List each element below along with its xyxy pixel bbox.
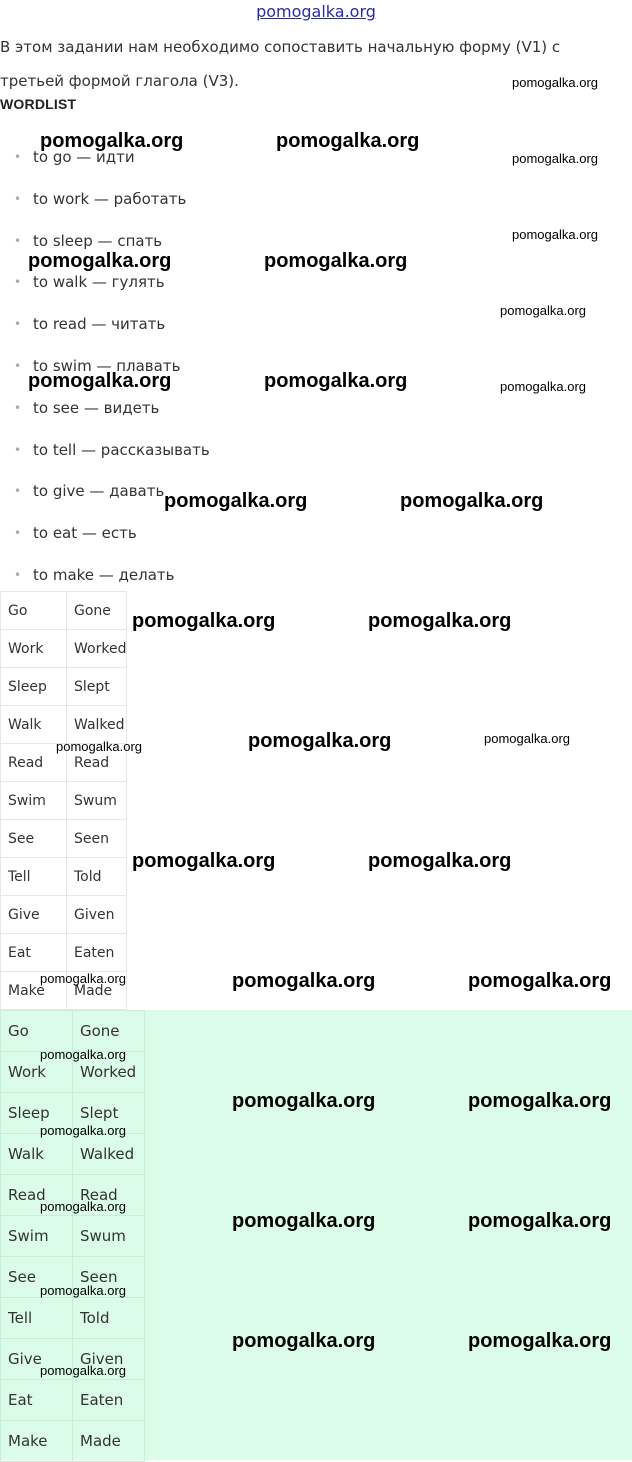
watermark: pomogalka.org [132, 850, 276, 872]
table-row [1, 1216, 145, 1257]
watermark: pomogalka.org [468, 1330, 612, 1352]
v1-cell: Go [1, 592, 67, 630]
v3-cell: Told [73, 1298, 145, 1339]
v1-cell: Eat [1, 1380, 73, 1421]
list-item: • to walk — гулять [14, 270, 210, 312]
table-row [1, 820, 127, 858]
list-item: • to eat — есть [14, 521, 210, 563]
v1-cell: See [1, 1257, 73, 1298]
v3-cell: Eaten [73, 1380, 145, 1421]
bullet-icon: • [14, 358, 22, 373]
v1-cell: Sleep [1, 668, 67, 706]
table-row [1, 592, 127, 630]
v1-cell: Give [1, 1339, 73, 1380]
watermark: pomogalka.org [40, 971, 126, 986]
v3-cell: Worked [73, 1052, 145, 1093]
v3-cell: Read [67, 744, 127, 782]
watermark: pomogalka.org [368, 850, 512, 872]
v3-cell: Worked [67, 630, 127, 668]
watermark: pomogalka.org [56, 739, 142, 754]
watermark: pomogalka.org [40, 1363, 126, 1378]
v3-cell: Given [67, 896, 127, 934]
watermark: pomogalka.org [132, 610, 276, 632]
bullet-icon: • [14, 191, 22, 206]
v3-cell: Gone [73, 1011, 145, 1052]
bullet-icon: • [14, 567, 22, 582]
v3-cell: Read [73, 1175, 145, 1216]
v1-cell: Tell [1, 858, 67, 896]
bullet-icon: • [14, 275, 22, 290]
watermark: pomogalka.org [468, 1210, 612, 1232]
v1-cell: Work [1, 1052, 73, 1093]
v1-cell: Walk [1, 706, 67, 744]
v1-cell: Make [1, 972, 67, 1010]
v3-cell: Swum [73, 1216, 145, 1257]
v1-cell: Walk [1, 1134, 73, 1175]
table-row [1, 896, 127, 934]
v3-cell: Swum [67, 782, 127, 820]
watermark: pomogalka.org [40, 1283, 126, 1298]
list-item: • to swim — плавать [14, 354, 210, 396]
bullet-icon: • [14, 526, 22, 541]
v1-cell: Eat [1, 934, 67, 972]
list-item: • to make — делать [14, 563, 210, 605]
watermark: pomogalka.org [232, 970, 376, 992]
watermark: pomogalka.org [468, 1090, 612, 1112]
bullet-icon: • [14, 442, 22, 457]
watermark: pomogalka.org [276, 130, 420, 152]
watermark: pomogalka.org [512, 151, 598, 166]
v1-cell: Give [1, 896, 67, 934]
table-row [1, 1298, 145, 1339]
bullet-icon: • [14, 233, 22, 248]
v3-cell: Made [67, 972, 127, 1010]
bullet-icon: • [14, 484, 22, 499]
watermark: pomogalka.org [264, 250, 408, 272]
watermark: pomogalka.org [40, 130, 184, 152]
v3-cell: Eaten [67, 934, 127, 972]
table-row [1, 630, 127, 668]
watermark: pomogalka.org [232, 1210, 376, 1232]
v3-cell: Slept [67, 668, 127, 706]
table-row [1, 782, 127, 820]
watermark: pomogalka.org [264, 370, 408, 392]
v1-cell: See [1, 820, 67, 858]
table-row [1, 858, 127, 896]
v1-cell: Read [1, 1175, 73, 1216]
watermark: pomogalka.org [28, 370, 172, 392]
verb-forms-table [0, 591, 127, 1010]
watermark: pomogalka.org [500, 303, 586, 318]
watermark: pomogalka.org [28, 250, 172, 272]
watermark: pomogalka.org [232, 1090, 376, 1112]
table-row [1, 706, 127, 744]
v1-cell: Go [1, 1011, 73, 1052]
v3-cell: Slept [73, 1093, 145, 1134]
list-item: • to see — видеть [14, 396, 210, 438]
bullet-icon: • [14, 400, 22, 415]
v3-cell: Told [67, 858, 127, 896]
v1-cell: Tell [1, 1298, 73, 1339]
table-row [1, 668, 127, 706]
watermark: pomogalka.org [400, 490, 544, 512]
site-title-link[interactable]: pomogalka.org [256, 2, 376, 21]
watermark: pomogalka.org [40, 1047, 126, 1062]
task-intro-text: В этом задании нам необходимо сопоставить начальную форму (V1) с третьей формой глагола (V3). [0, 38, 561, 90]
watermark: pomogalka.org [368, 610, 512, 632]
watermark: pomogalka.org [164, 490, 308, 512]
table-row [1, 1421, 145, 1462]
v1-cell: Work [1, 630, 67, 668]
table-row [1, 1380, 145, 1421]
table-row [1, 934, 127, 972]
v3-cell: Walked [67, 706, 127, 744]
table-row [1, 1011, 145, 1052]
watermark: pomogalka.org [232, 1330, 376, 1352]
table-row [1, 1134, 145, 1175]
v1-cell: Sleep [1, 1093, 73, 1134]
list-item: • to tell — рассказывать [14, 438, 210, 480]
list-item: • to give — давать [14, 479, 210, 521]
watermark: pomogalka.org [40, 1199, 126, 1214]
answer-verb-forms-table [0, 1010, 145, 1462]
v1-cell: Swim [1, 1216, 73, 1257]
watermark: pomogalka.org [40, 1123, 126, 1138]
list-item: • to read — читать [14, 312, 210, 354]
bullet-icon: • [14, 150, 22, 164]
watermark: pomogalka.org [500, 379, 586, 394]
v3-cell: Seen [67, 820, 127, 858]
bullet-icon: • [14, 317, 22, 332]
watermark: pomogalka.org [484, 731, 570, 746]
v3-cell: Gone [67, 592, 127, 630]
watermark: pomogalka.org [468, 970, 612, 992]
wordlist-heading: WORDLIST [0, 96, 77, 112]
v1-cell: Make [1, 1421, 73, 1462]
v3-cell: Given [73, 1339, 145, 1380]
list-item: • to work — работать [14, 187, 210, 229]
list-item: • to go — идти [14, 145, 210, 187]
watermark: pomogalka.org [512, 227, 598, 242]
list-item: • to sleep — спать [14, 229, 210, 271]
watermark: pomogalka.org [512, 75, 598, 90]
v3-cell: Made [73, 1421, 145, 1462]
v3-cell: Seen [73, 1257, 145, 1298]
v3-cell: Walked [73, 1134, 145, 1175]
watermark: pomogalka.org [248, 730, 392, 752]
v1-cell: Read [1, 744, 67, 782]
v1-cell: Swim [1, 782, 67, 820]
